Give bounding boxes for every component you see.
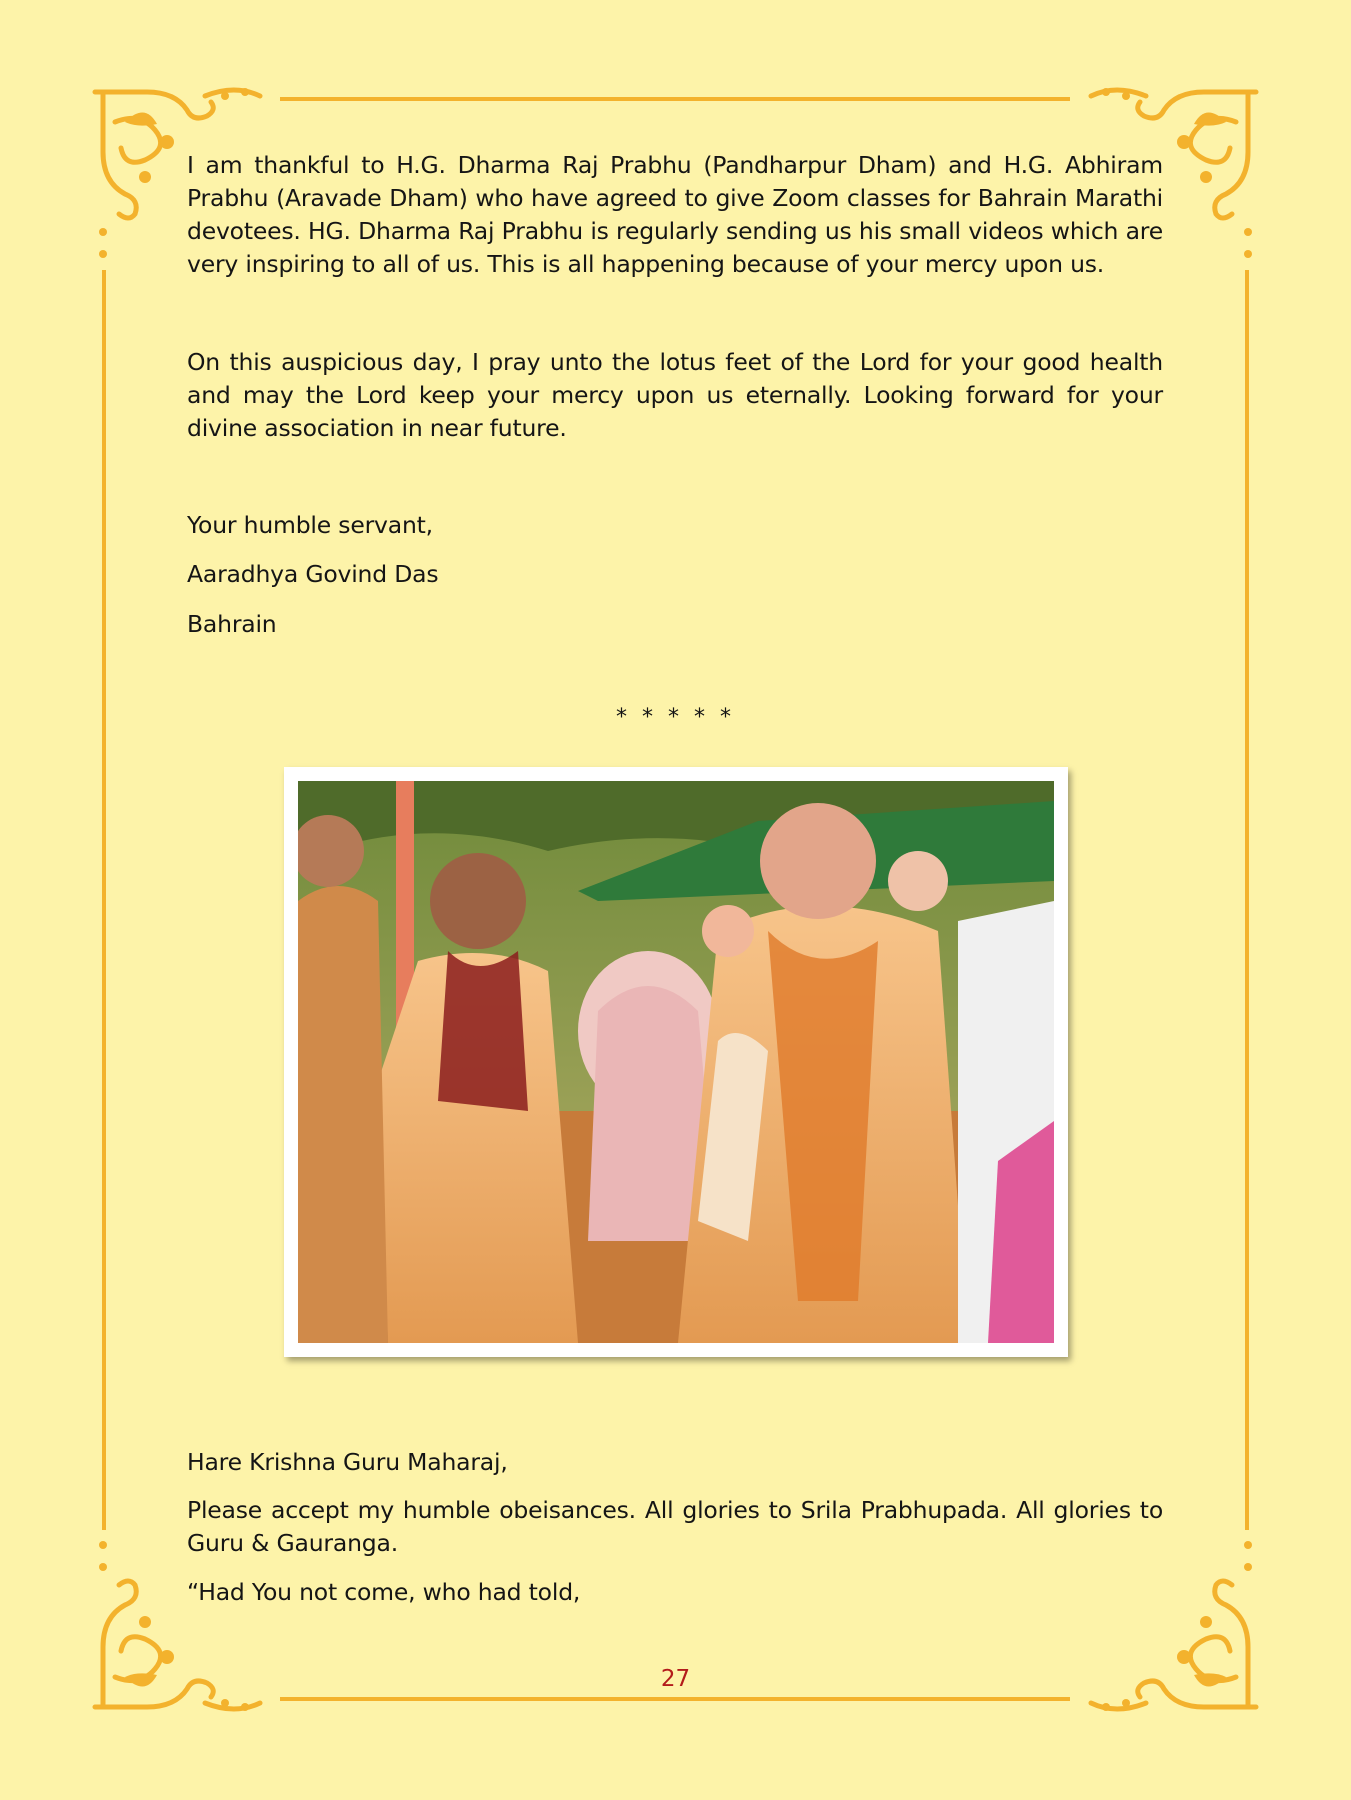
devotees-procession-photo (298, 781, 1054, 1343)
border-bottom-line (280, 1697, 1070, 1701)
border-right-line (1245, 270, 1249, 1530)
letter-2-salutation: Hare Krishna Guru Maharaj, (187, 1448, 508, 1476)
page-number: 27 (660, 1666, 691, 1692)
letter-1-paragraph-1: I am thankful to H.G. Dharma Raj Prabhu (Pandharpur Dham) and H.G. Abhiram Prabhu (Aravade Dham) who have agreed to give Zoom classes for Bahrain Marathi devotees. HG. Dharma Raj Prabhu is regularly sending us his small videos which are very inspiring to all of us. This is all happening because of your mercy upon us. (187, 151, 1163, 278)
letter-1-paragraph-2-block (187, 346, 1163, 445)
border-left-line (102, 270, 106, 1530)
closing-line: Your humble servant, (187, 511, 433, 539)
letter-1-paragraph-2: On this auspicious day, I pray unto the lotus feet of the Lord for your good health and may the Lord keep your mercy upon us eternally. Looking forward for your divine association in near future. (187, 348, 1163, 442)
signature-name: Aaradhya Govind Das (187, 560, 439, 588)
photo-frame (284, 767, 1068, 1357)
section-separator: * * * * * (616, 705, 735, 730)
letter-2-paragraph-1-block (187, 1494, 1163, 1560)
letter-1-paragraph-1-block (187, 149, 1163, 281)
letter-2-quote-start: “Had You not come, who had told, (187, 1578, 581, 1606)
signature-location: Bahrain (187, 610, 277, 638)
letter-2-paragraph-1: Please accept my humble obeisances. All glories to Srila Prabhupada. All glories to Guru & Gauranga. (187, 1496, 1163, 1557)
border-top-line (280, 97, 1070, 101)
